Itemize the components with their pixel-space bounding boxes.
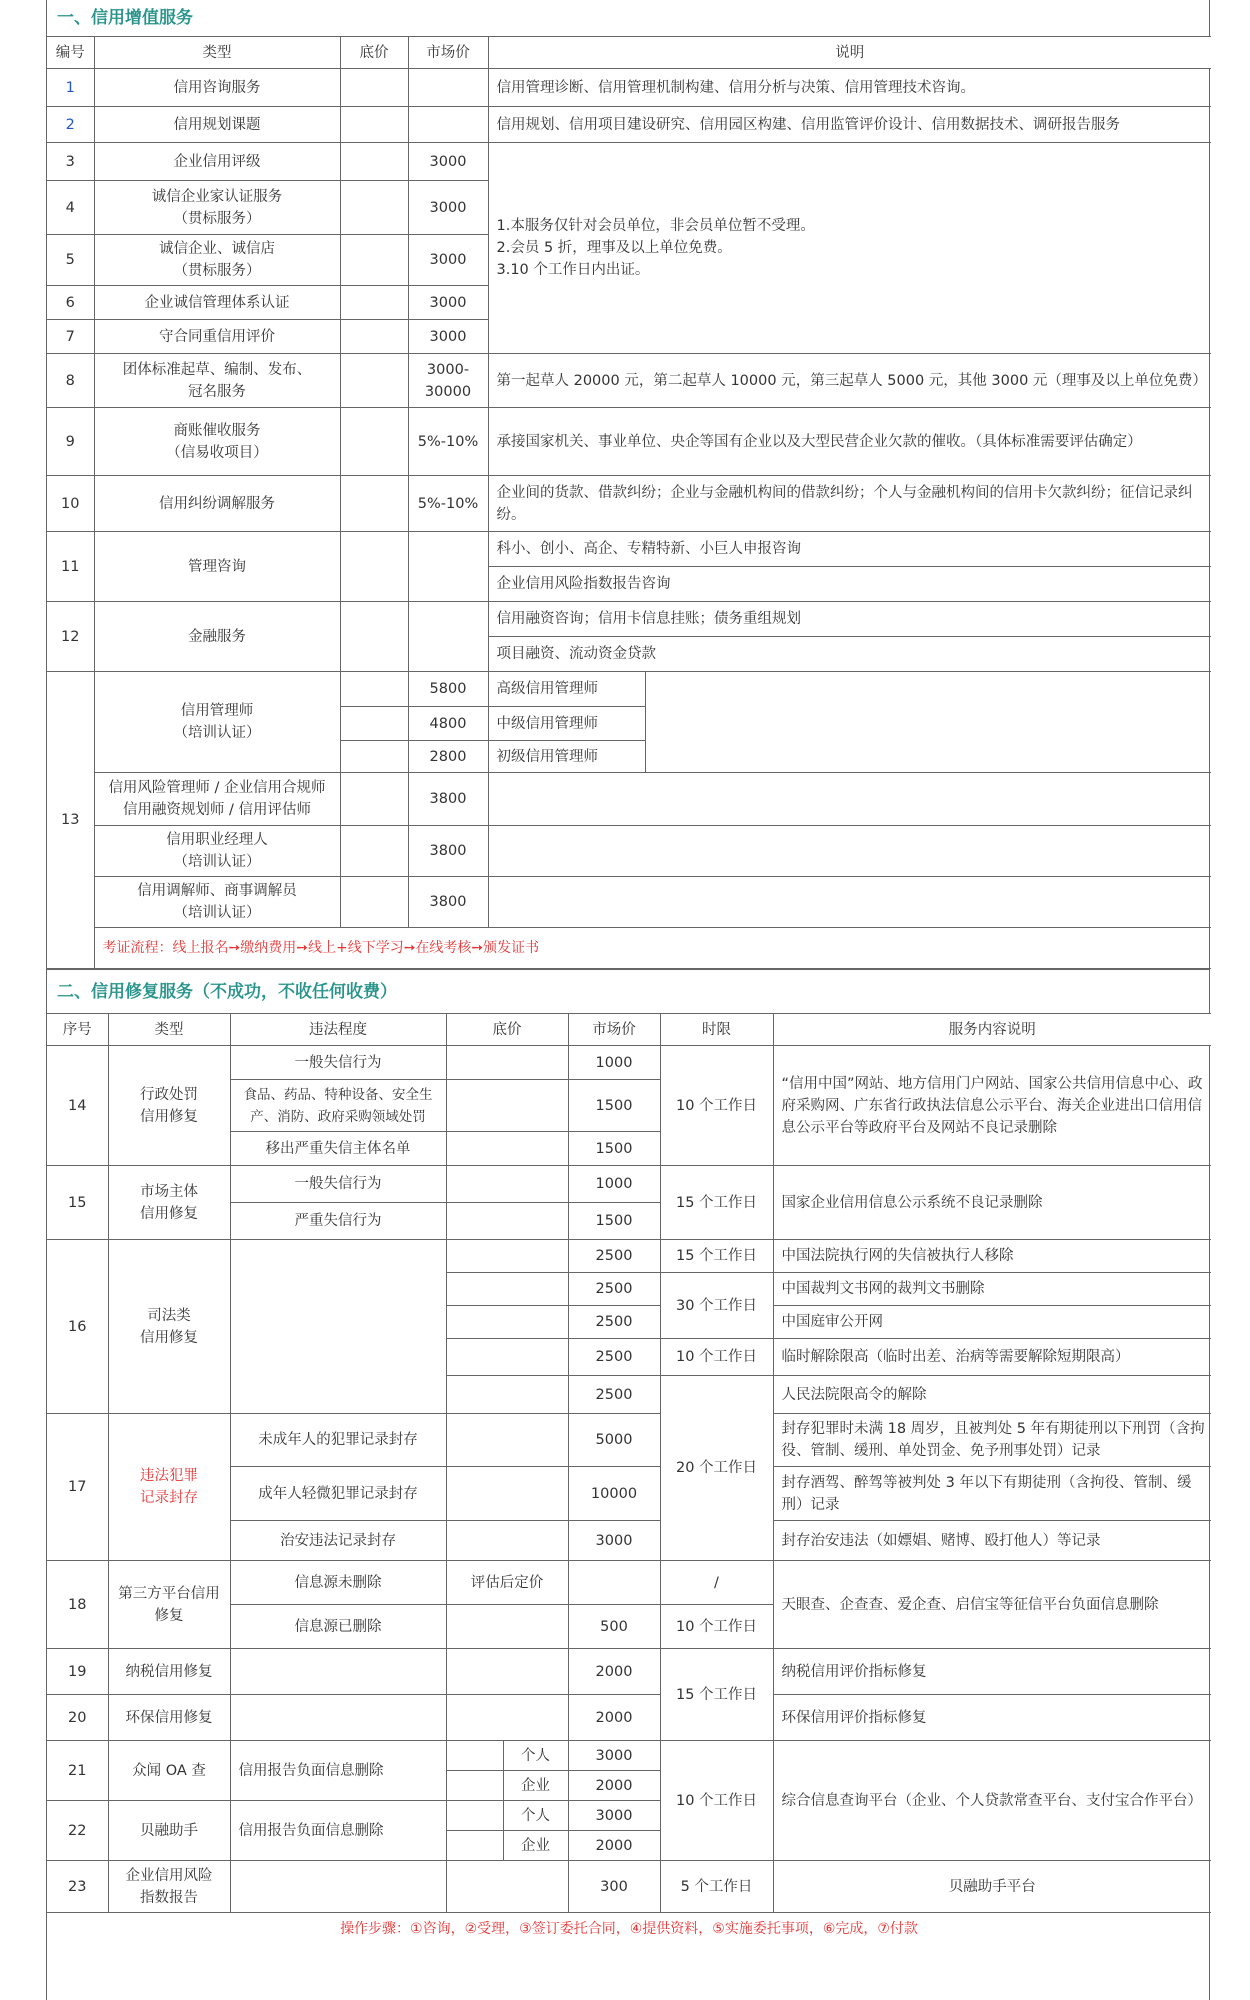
row-degree: 未成年人的犯罪记录封存 bbox=[230, 1414, 446, 1467]
header-description: 说明 bbox=[488, 37, 1211, 69]
row-desc: 贝融助手平台 bbox=[773, 1861, 1211, 1913]
row-price: 3000 bbox=[568, 1521, 660, 1561]
row-degree: 移出严重失信主体名单 bbox=[230, 1132, 446, 1166]
row-desc: 纳税信用评价指标修复 bbox=[773, 1649, 1211, 1695]
row-price: 5%-10% bbox=[408, 476, 488, 532]
credit-repair-services-table bbox=[47, 1013, 1211, 1945]
table-row bbox=[47, 1741, 1211, 1771]
row-type: 信用规划课题 bbox=[94, 107, 340, 143]
row-price: 300 bbox=[568, 1861, 660, 1913]
row-type: 贝融助手 bbox=[108, 1801, 230, 1861]
row-type: 信用纠纷调解服务 bbox=[94, 476, 340, 532]
table-row bbox=[47, 69, 1211, 107]
row-price: 1000 bbox=[568, 1046, 660, 1080]
row-desc: 封存酒驾、醉驾等被判处 3 年以下有期徒刑（含拘役、管制、缓刑）记录 bbox=[773, 1467, 1211, 1521]
row-type: 团体标准起草、编制、发布、 冠名服务 bbox=[94, 354, 340, 408]
credit-value-services-table bbox=[47, 36, 1211, 969]
row-base-price: 评估后定价 bbox=[446, 1561, 568, 1605]
row-price: 1500 bbox=[568, 1132, 660, 1166]
row-price: 3000 bbox=[408, 235, 488, 286]
table-row bbox=[47, 1649, 1211, 1695]
row-type: 企业信用评级 bbox=[94, 143, 340, 181]
row-no: 13 bbox=[47, 672, 94, 969]
row-desc: 中国庭审公开网 bbox=[773, 1306, 1211, 1339]
row-time: 15 个工作日 bbox=[660, 1240, 773, 1273]
row-no: 1 bbox=[47, 69, 94, 107]
row-price: 10000 bbox=[568, 1467, 660, 1521]
table-row bbox=[47, 143, 1211, 181]
row-price: 3000- 30000 bbox=[408, 354, 488, 408]
header-type: 类型 bbox=[108, 1014, 230, 1046]
row-no: 16 bbox=[47, 1240, 108, 1414]
row-price: 3000 bbox=[408, 320, 488, 354]
row-price: 3000 bbox=[408, 181, 488, 235]
level-label: 中级信用管理师 bbox=[488, 707, 645, 741]
row-no: 23 bbox=[47, 1861, 108, 1913]
row-degree: 治安违法记录封存 bbox=[230, 1521, 446, 1561]
header-market-price: 市场价 bbox=[408, 37, 488, 69]
table-row bbox=[47, 1046, 1211, 1080]
document-page bbox=[46, 0, 1210, 2000]
row-no: 11 bbox=[47, 532, 94, 602]
row-customer-type: 个人 bbox=[503, 1801, 568, 1831]
row-degree: 信息源未删除 bbox=[230, 1561, 446, 1605]
row-customer-type: 企业 bbox=[503, 1771, 568, 1801]
row-no: 14 bbox=[47, 1046, 108, 1166]
table-header-row bbox=[47, 37, 1211, 69]
table-row bbox=[47, 1695, 1211, 1741]
row-no: 2 bbox=[47, 107, 94, 143]
table-row bbox=[47, 107, 1211, 143]
row-price: 2500 bbox=[568, 1376, 660, 1414]
row-no: 19 bbox=[47, 1649, 108, 1695]
table-row bbox=[47, 532, 1211, 567]
table-row bbox=[47, 672, 1211, 707]
table-row bbox=[47, 1240, 1211, 1273]
row-no: 12 bbox=[47, 602, 94, 672]
row-desc: 国家企业信用信息公示系统不良记录删除 bbox=[773, 1166, 1211, 1240]
row-type: 金融服务 bbox=[94, 602, 340, 672]
table-row bbox=[47, 354, 1211, 408]
row-type: 行政处罚 信用修复 bbox=[108, 1046, 230, 1166]
level-label: 高级信用管理师 bbox=[488, 672, 645, 707]
header-degree: 违法程度 bbox=[230, 1014, 446, 1046]
row-price: 2000 bbox=[568, 1649, 660, 1695]
row-no: 18 bbox=[47, 1561, 108, 1649]
row-desc: 承接国家机关、事业单位、央企等国有企业以及大型民营企业欠款的催收。（具体标准需要评估确定） bbox=[488, 408, 1211, 476]
row-customer-type: 企业 bbox=[503, 1831, 568, 1861]
row-no: 17 bbox=[47, 1414, 108, 1561]
row-desc: 项目融资、流动资金贷款 bbox=[488, 637, 1211, 672]
row-price: 2500 bbox=[568, 1240, 660, 1273]
table-row bbox=[47, 1913, 1211, 1945]
header-no: 编号 bbox=[47, 37, 94, 69]
row-customer-type: 个人 bbox=[503, 1741, 568, 1771]
table-row bbox=[47, 877, 1211, 928]
table-row bbox=[47, 408, 1211, 476]
level-label: 初级信用管理师 bbox=[488, 741, 645, 773]
table-row bbox=[47, 1166, 1211, 1203]
row-no: 5 bbox=[47, 235, 94, 286]
row-type: 环保信用修复 bbox=[108, 1695, 230, 1741]
row-type: 信用职业经理人 （培训认证） bbox=[94, 826, 340, 877]
row-desc: 企业间的货款、借款纠纷；企业与金融机构间的借款纠纷；个人与金融机构间的信用卡欠款纠纷；征信记录纠纷。 bbox=[488, 476, 1211, 532]
row-desc: 临时解除限高（临时出差、治病等需要解除短期限高） bbox=[773, 1339, 1211, 1376]
row-desc: 第一起草人 20000 元，第二起草人 10000 元，第三起草人 5000 元，其他 3000 元（理事及以上单位免费） bbox=[488, 354, 1211, 408]
row-no: 10 bbox=[47, 476, 94, 532]
operation-steps-note: 操作步骤：①咨询，②受理，③签订委托合同，④提供资料，⑤实施委托事项，⑥完成，⑦付款 bbox=[340, 1920, 918, 1937]
row-type: 管理咨询 bbox=[94, 532, 340, 602]
table-row bbox=[47, 773, 1211, 826]
row-desc: 人民法院限高令的解除 bbox=[773, 1376, 1211, 1414]
row-degree: 信息源已删除 bbox=[230, 1605, 446, 1649]
row-type: 违法犯罪 记录封存 bbox=[108, 1414, 230, 1561]
row-price: 2500 bbox=[568, 1339, 660, 1376]
row-price: 2500 bbox=[568, 1306, 660, 1339]
row-degree: 一般失信行为 bbox=[230, 1166, 446, 1203]
row-time: 15 个工作日 bbox=[660, 1649, 773, 1741]
header-seq: 序号 bbox=[47, 1014, 108, 1046]
row-price: 2800 bbox=[408, 741, 488, 773]
row-desc: 封存犯罪时未满 18 周岁，且被判处 5 年有期徒刑以下刑罚（含拘役、管制、缓刑、单处罚金、免予刑事处罚）记录 bbox=[773, 1414, 1211, 1467]
row-type: 信用咨询服务 bbox=[94, 69, 340, 107]
row-degree: 信用报告负面信息删除 bbox=[230, 1801, 446, 1861]
row-desc: 企业信用风险指数报告咨询 bbox=[488, 567, 1211, 602]
note-line: 2.会员 5 折，理事及以上单位免费。 bbox=[496, 240, 732, 256]
row-price: 3800 bbox=[408, 773, 488, 826]
row-type: 纳税信用修复 bbox=[108, 1649, 230, 1695]
header-market-price: 市场价 bbox=[568, 1014, 660, 1046]
row-price: 3800 bbox=[408, 877, 488, 928]
row-no: 22 bbox=[47, 1801, 108, 1861]
row-time: 5 个工作日 bbox=[660, 1861, 773, 1913]
row-degree: 严重失信行为 bbox=[230, 1203, 446, 1240]
row-time: 10 个工作日 bbox=[660, 1339, 773, 1376]
member-services-note bbox=[488, 143, 1211, 354]
table-row bbox=[47, 1414, 1211, 1467]
note-line: 1.本服务仅针对会员单位，非会员单位暂不受理。 bbox=[496, 218, 815, 234]
row-type: 信用调解师、商事调解员 （培训认证） bbox=[94, 877, 340, 928]
table-row bbox=[47, 602, 1211, 637]
row-type: 企业信用风险 指数报告 bbox=[108, 1861, 230, 1913]
row-no: 15 bbox=[47, 1166, 108, 1240]
note-line: 3.10 个工作日内出证。 bbox=[496, 262, 650, 278]
row-type: 信用风险管理师 / 企业信用合规师 信用融资规划师 / 信用评估师 bbox=[94, 773, 340, 826]
row-desc: 中国裁判文书网的裁判文书删除 bbox=[773, 1273, 1211, 1306]
row-price: 1500 bbox=[568, 1080, 660, 1132]
row-no: 8 bbox=[47, 354, 94, 408]
row-type: 诚信企业家认证服务 （贯标服务） bbox=[94, 181, 340, 235]
row-price: 4800 bbox=[408, 707, 488, 741]
row-desc: 环保信用评价指标修复 bbox=[773, 1695, 1211, 1741]
row-desc: 封存治安违法（如嫖娼、赌博、殴打他人）等记录 bbox=[773, 1521, 1211, 1561]
row-type: 第三方平台信用 修复 bbox=[108, 1561, 230, 1649]
row-no: 9 bbox=[47, 408, 94, 476]
row-no: 6 bbox=[47, 286, 94, 320]
row-time: 30 个工作日 bbox=[660, 1273, 773, 1339]
row-desc: 综合信息查询平台（企业、个人贷款常查平台、支付宝合作平台） bbox=[773, 1741, 1211, 1861]
row-no: 3 bbox=[47, 143, 94, 181]
row-price: 5800 bbox=[408, 672, 488, 707]
row-price: 2000 bbox=[568, 1831, 660, 1861]
exam-flow-note: 考证流程：线上报名➙缴纳费用➙线上+线下学习➙在线考核➙颁发证书 bbox=[94, 928, 1211, 969]
row-degree: 食品、药品、特种设备、安全生产、消防、政府采购领域处罚 bbox=[230, 1080, 446, 1132]
header-base-price: 底价 bbox=[340, 37, 408, 69]
row-type: 诚信企业、诚信店 （贯标服务） bbox=[94, 235, 340, 286]
row-type: 市场主体 信用修复 bbox=[108, 1166, 230, 1240]
row-price: 3000 bbox=[568, 1741, 660, 1771]
row-time: 15 个工作日 bbox=[660, 1166, 773, 1240]
row-price: 5000 bbox=[568, 1414, 660, 1467]
row-price: 3000 bbox=[408, 143, 488, 181]
table-row bbox=[47, 928, 1211, 969]
row-price: 1500 bbox=[568, 1203, 660, 1240]
row-no: 4 bbox=[47, 181, 94, 235]
table-row bbox=[47, 476, 1211, 532]
header-type: 类型 bbox=[94, 37, 340, 69]
header-time-limit: 时限 bbox=[660, 1014, 773, 1046]
row-time: / bbox=[660, 1561, 773, 1605]
row-desc: 信用管理诊断、信用管理机制构建、信用分析与决策、信用管理技术咨询。 bbox=[488, 69, 1211, 107]
row-price: 3800 bbox=[408, 826, 488, 877]
table-row bbox=[47, 1561, 1211, 1605]
row-desc: 信用融资咨询；信用卡信息挂账；债务重组规划 bbox=[488, 602, 1211, 637]
row-no: 7 bbox=[47, 320, 94, 354]
row-degree: 成年人轻微犯罪记录封存 bbox=[230, 1467, 446, 1521]
row-no: 21 bbox=[47, 1741, 108, 1801]
row-price: 2000 bbox=[568, 1771, 660, 1801]
row-price: 5%-10% bbox=[408, 408, 488, 476]
row-time: 20 个工作日 bbox=[660, 1376, 773, 1561]
table-row bbox=[47, 1861, 1211, 1913]
row-price: 2500 bbox=[568, 1273, 660, 1306]
row-type: 众闻 OA 查 bbox=[108, 1741, 230, 1801]
row-price: 2000 bbox=[568, 1695, 660, 1741]
row-price: 3000 bbox=[568, 1801, 660, 1831]
row-type: 企业诚信管理体系认证 bbox=[94, 286, 340, 320]
row-price: 3000 bbox=[408, 286, 488, 320]
table-row bbox=[47, 826, 1211, 877]
table-header-row bbox=[47, 1014, 1211, 1046]
row-desc: 中国法院执行网的失信被执行人移除 bbox=[773, 1240, 1211, 1273]
row-desc: 天眼查、企查查、爱企查、启信宝等征信平台负面信息删除 bbox=[773, 1561, 1211, 1649]
header-service-desc: 服务内容说明 bbox=[773, 1014, 1211, 1046]
header-base-price: 底价 bbox=[446, 1014, 568, 1046]
row-time: 10 个工作日 bbox=[660, 1046, 773, 1166]
section-credit-value-title: 一、信用增值服务 bbox=[57, 8, 193, 28]
row-type: 司法类 信用修复 bbox=[108, 1240, 230, 1414]
section-credit-repair-title: 二、信用修复服务（不成功，不收任何收费） bbox=[47, 969, 1209, 1013]
row-type: 商账催收服务 （信易收项目） bbox=[94, 408, 340, 476]
row-price: 1000 bbox=[568, 1166, 660, 1203]
row-degree: 一般失信行为 bbox=[230, 1046, 446, 1080]
row-no: 20 bbox=[47, 1695, 108, 1741]
row-desc: “信用中国”网站、地方信用门户网站、国家公共信用信息中心、政府采购网、广东省行政执法信息公示平台、海关企业进出口信用信息公示平台等政府平台及网站不良记录删除 bbox=[773, 1046, 1211, 1166]
row-time: 10 个工作日 bbox=[660, 1741, 773, 1861]
row-price: 500 bbox=[568, 1605, 660, 1649]
row-desc: 科小、创小、高企、专精特新、小巨人申报咨询 bbox=[488, 532, 1211, 567]
row-time: 10 个工作日 bbox=[660, 1605, 773, 1649]
row-desc: 信用规划、信用项目建设研究、信用园区构建、信用监管评价设计、信用数据技术、调研报告服务 bbox=[488, 107, 1211, 143]
row-degree: 信用报告负面信息删除 bbox=[230, 1741, 446, 1801]
row-type: 守合同重信用评价 bbox=[94, 320, 340, 354]
row-type: 信用管理师 （培训认证） bbox=[94, 672, 340, 773]
